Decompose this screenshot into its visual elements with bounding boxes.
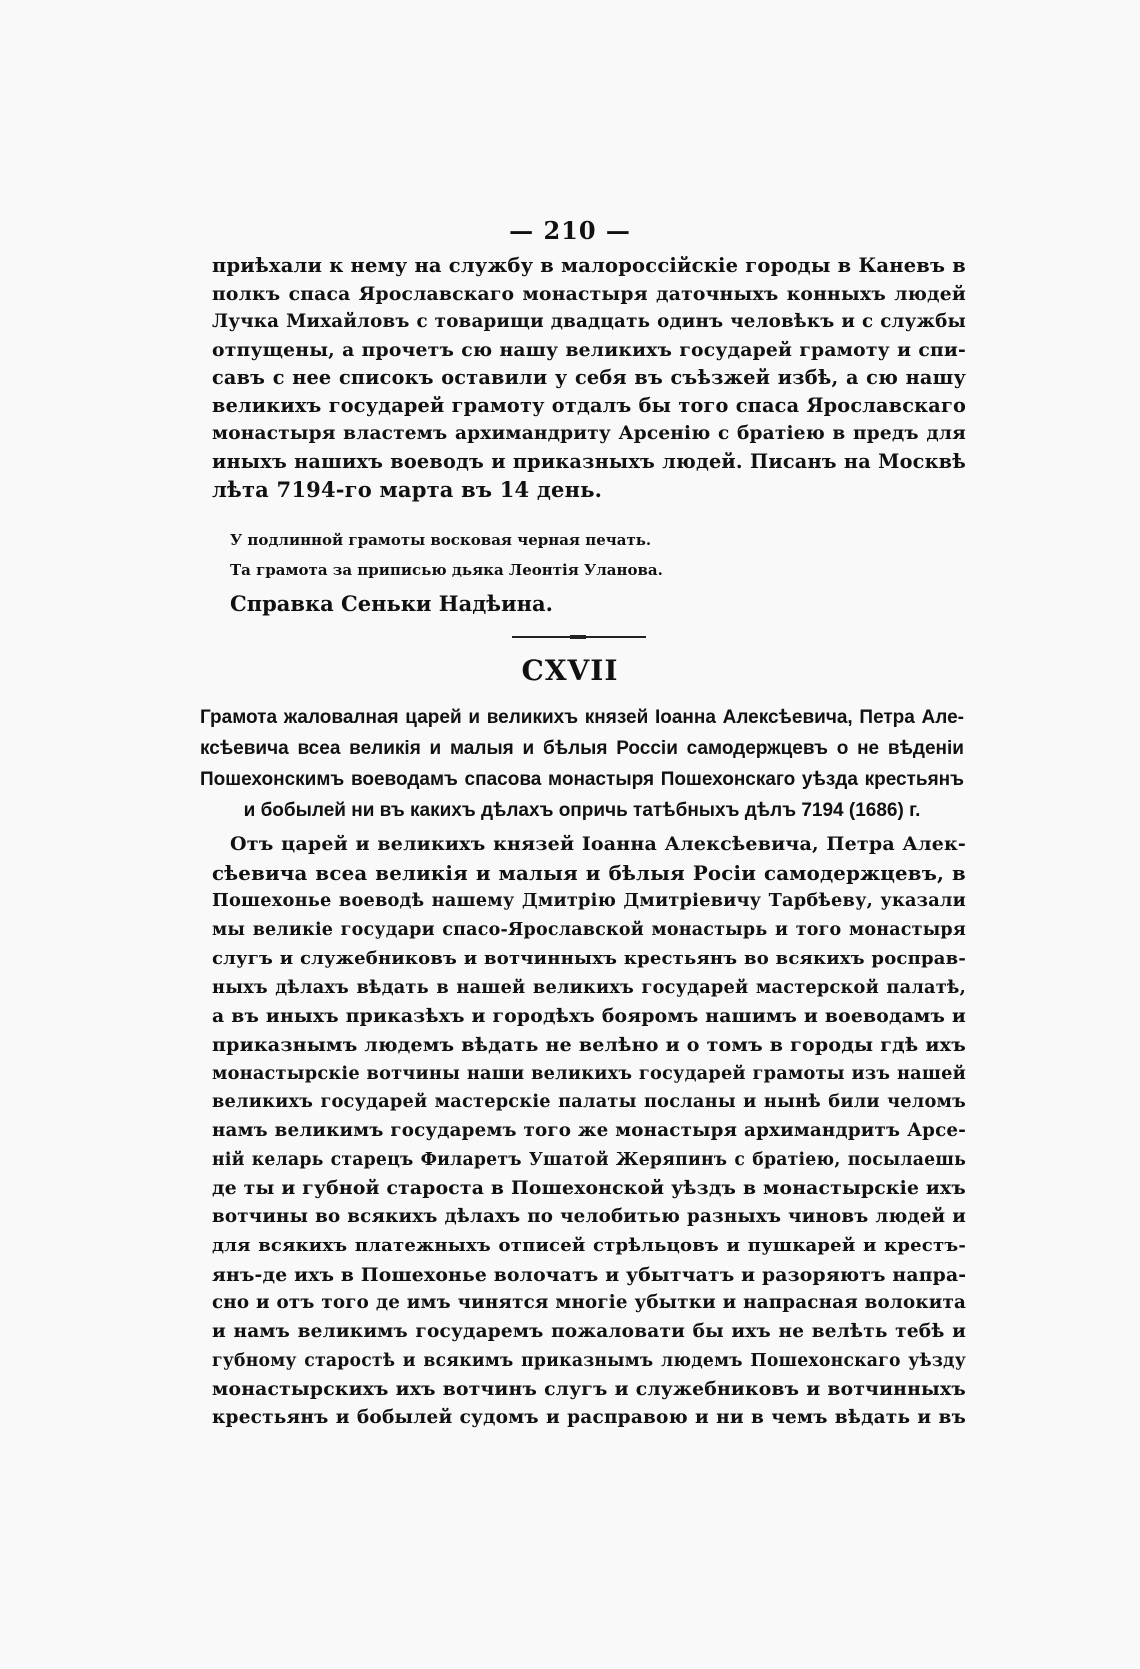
text-line: вотчины во всякихъ дѣлахъ по челобитью разныхъ чиновъ людей и xyxy=(212,1206,966,1228)
text-line: монастырскіе вотчины наши великихъ государей грамоты изъ нашей xyxy=(212,1062,966,1084)
text-line: полкъ спаса Ярославскаго монастыря даточныхъ конныхъ людей xyxy=(212,283,966,305)
signature-note: Та грамота за приписью дьяка Леонтія Уланова. xyxy=(230,561,663,579)
document-heading xyxy=(200,702,964,826)
text-line: крестьянъ и бобылей судомъ и расправою и ни в чемъ вѣдать и въ xyxy=(212,1407,966,1429)
text-line: де ты и губной староста в Пошехонской уѣздъ в монастырскіе ихъ xyxy=(212,1177,966,1200)
body-paragraph xyxy=(212,830,966,1433)
text-line: приказнымъ людемъ вѣдать не велѣно и о томъ в городы гдѣ ихъ xyxy=(212,1033,966,1056)
section-divider xyxy=(512,636,646,638)
text-line: Лучка Михайловъ с товарищи двадцать одинъ человѣкъ и с службы xyxy=(212,311,966,332)
text-line: иныхъ нашихъ воеводъ и приказныхъ людей. Писанъ на Москвѣ xyxy=(212,450,966,473)
heading-line: Пошехонскимъ воеводамъ спасова монастыря Пошехонскаго уѣзда крестьянъ xyxy=(200,769,964,790)
text-line: намъ великимъ государемъ того же монастыря архимандритъ Арсе- xyxy=(212,1120,966,1142)
text-line: сно и отъ того де имъ чинятся многіе убытки и напрасная волокита xyxy=(212,1292,966,1314)
text-line: янъ-де ихъ в Пошехонье волочатъ и убытчатъ и разоряютъ напра- xyxy=(212,1263,967,1286)
heading-line: Грамота жаловалная царей и великихъ князей Іоанна Алексѣевича, Петра Але- xyxy=(200,707,964,728)
text-line: монастыря властемъ архимандриту Арсенію с братіею в предъ для xyxy=(212,423,966,444)
text-line: савъ с нее списокъ оставили у себя въ съѣзжей избѣ, а сю нашу xyxy=(212,366,966,389)
text-line: приѣхали к нему на службу в малороссійскіе городы в Каневъ в xyxy=(212,254,966,277)
text-line: лѣта 7194-го марта въ 14 день. xyxy=(212,477,603,502)
text-line: ныхъ дѣлахъ вѣдать в нашей великихъ государей мастерской палатѣ, xyxy=(212,976,966,998)
text-line: губному старостѣ и всякимъ приказнымъ людемъ Пошехонскаго уѣзду xyxy=(212,1350,966,1371)
text-line: мы великіе государи спасо-Ярославской монастырь и того монастыря xyxy=(212,920,966,941)
text-line: для всякихъ платежныхъ отписей стрѣльцовъ и пушкарей и крестъ- xyxy=(212,1234,966,1256)
text-line: слугъ и служебниковъ и вотчинныхъ крестьянъ во всякихъ росправ- xyxy=(212,947,966,969)
text-line: а въ иныхъ приказѣхъ и городѣхъ бояромъ нашимъ и воеводамъ и xyxy=(212,1005,966,1028)
page-number: — 210 — xyxy=(509,216,631,245)
text-line: и намъ великимъ государемъ пожаловати бы ихъ не велѣть тебѣ и xyxy=(212,1320,966,1342)
text-line: монастырскихъ ихъ вотчинъ слугъ и служебниковъ и вотчинныхъ xyxy=(212,1378,966,1401)
text-line: Пошехонье воеводѣ нашему Дмитрію Дмитріевичу Тарбѣеву, указали xyxy=(212,890,966,912)
continued-paragraph xyxy=(212,252,966,504)
heading-line: и бобылей ни въ какихъ дѣлахъ опричь татѣбныхъ дѣлъ 7194 (1686) г. xyxy=(243,800,921,821)
text-line: ній келарь старецъ Филаретъ Ушатой Жеряпинъ с братіею, посылаешь xyxy=(212,1149,966,1170)
text-line: Отъ царей и великихъ князей Іоанна Алексѣевича, Петра Алек- xyxy=(230,833,966,855)
text-line: сѣевича всеа великія и малыя и бѣлыя Росіи самодержцевъ, в xyxy=(212,860,966,885)
spravka-note: Справка Сеньки Надѣина. xyxy=(230,591,553,616)
section-number: CXVII xyxy=(521,654,619,687)
heading-line: ксѣевича всеа великія и малыя и бѣлыя Россіи самодержцевъ о не вѣденіи xyxy=(200,738,964,759)
text-line: великихъ государей мастерскіе палаты посланы и нынѣ били челомъ xyxy=(212,1091,966,1113)
text-line: отпущены, а прочетъ сю нашу великихъ государей грамоту и спи- xyxy=(212,339,966,361)
text-line: великихъ государей грамоту отдалъ бы того спаса Ярославскаго xyxy=(212,394,966,417)
seal-note: У подлинной грамоты восковая черная печать. xyxy=(230,531,652,549)
